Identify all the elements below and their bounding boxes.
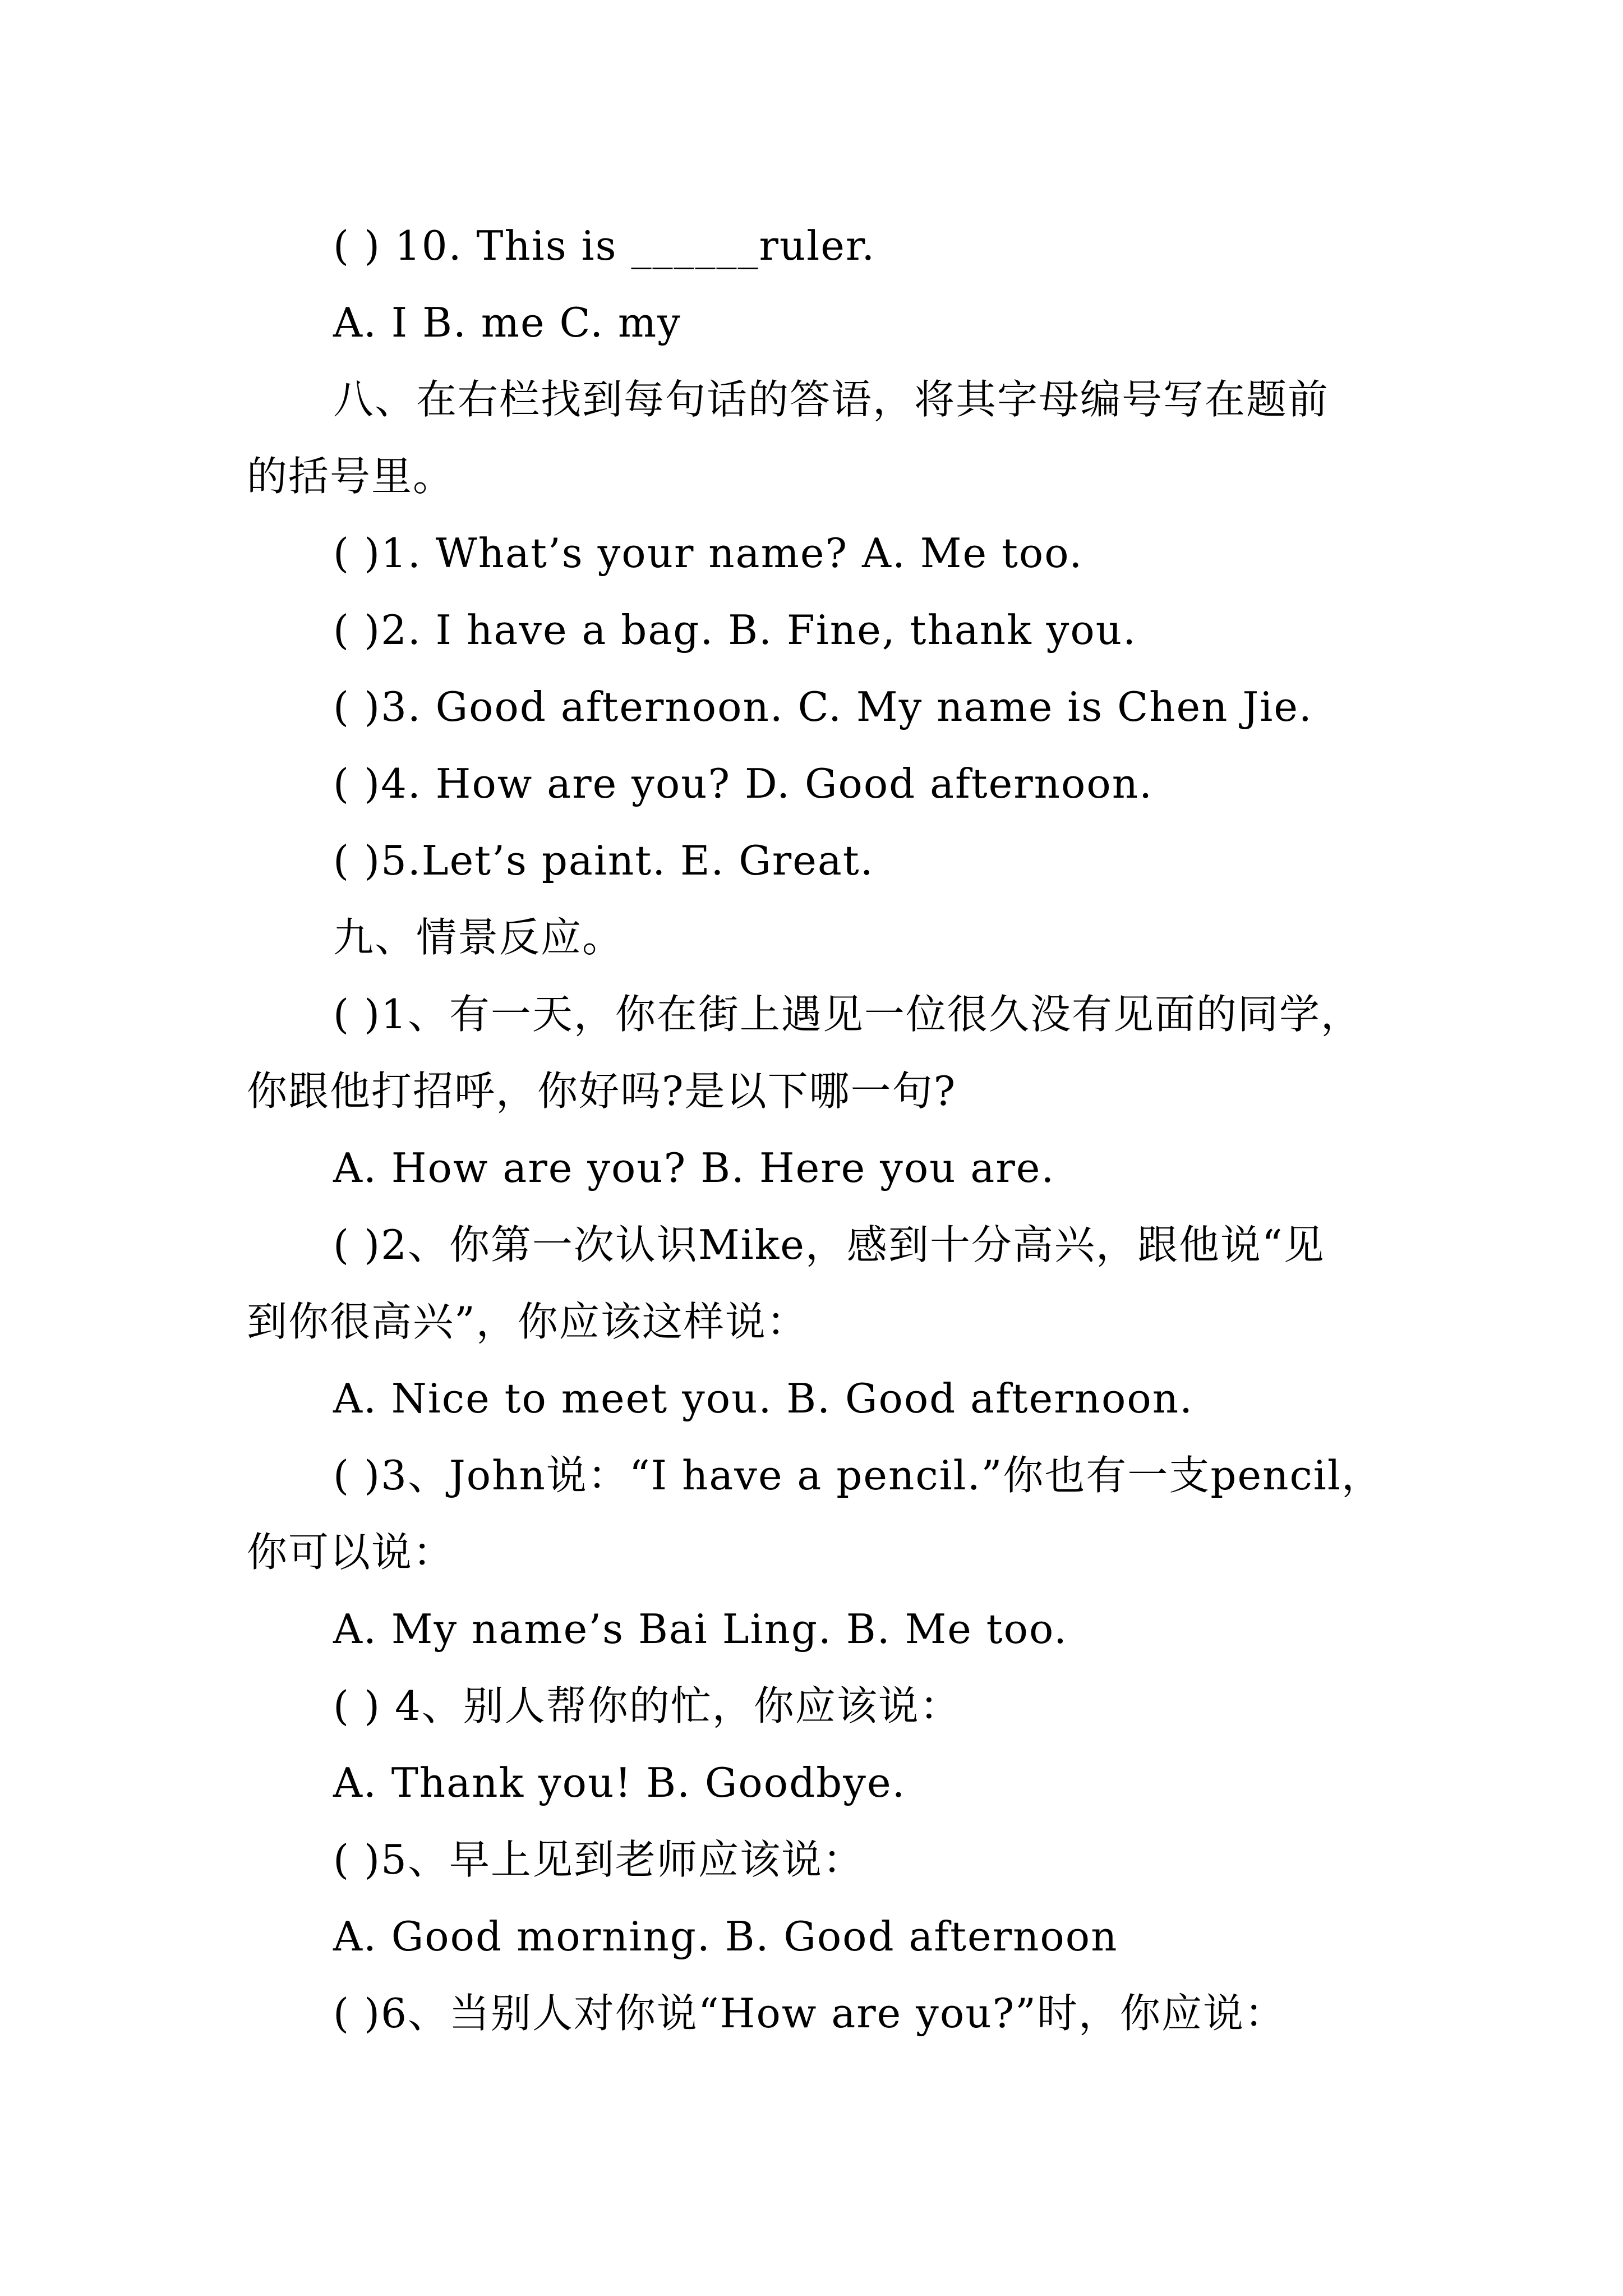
situation-question: ( )5、早上见到老师应该说： — [333, 1836, 864, 1883]
matching-item: ( )4. How are you? D. Good afternoon. — [333, 760, 1154, 807]
document-body — [247, 208, 1391, 2052]
situation-question-continuation: 你可以说： — [247, 1529, 455, 1576]
question-line: ( ) 10. This is ______ruler. — [333, 222, 876, 269]
situation-question: ( )2、你第一次认识Mike，感到十分高兴，跟他说“见 — [333, 1221, 1325, 1268]
section-heading: 八、在右栏找到每句话的答语，将其字母编号写在题前 — [333, 376, 1330, 423]
answer-options-line: A. Thank you! B. Goodbye. — [333, 1759, 906, 1806]
matching-item: ( )5.Let’s paint. E. Great. — [333, 837, 874, 884]
answer-options-line: A. I B. me C. my — [333, 299, 681, 346]
situation-question-continuation: 到你很高兴”，你应该这样说： — [247, 1298, 808, 1345]
situation-question: ( ) 4、别人帮你的忙，你应该说： — [333, 1682, 961, 1729]
matching-item: ( )1. What’s your name? A. Me too. — [333, 530, 1083, 577]
answer-options-line: A. How are you? B. Here you are. — [333, 1144, 1055, 1191]
section-heading: 九、情景反应。 — [333, 914, 624, 961]
section-heading-continuation: 的括号里。 — [247, 453, 455, 500]
matching-item: ( )2. I have a bag. B. Fine, thank you. — [333, 606, 1137, 654]
answer-options-line: A. My name’s Bai Ling. B. Me too. — [333, 1605, 1068, 1653]
situation-question: ( )1、有一天，你在街上遇见一位很久没有见面的同学， — [333, 991, 1362, 1038]
answer-options-line: A. Nice to meet you. B. Good afternoon. — [333, 1375, 1193, 1422]
situation-question: ( )6、当别人对你说“How are you?”时，你应说： — [333, 1990, 1286, 2037]
answer-options-line: A. Good morning. B. Good afternoon — [333, 1913, 1118, 1960]
situation-question-continuation: 你跟他打招呼，你好吗?是以下哪一句? — [247, 1068, 957, 1115]
matching-item: ( )3. Good afternoon. C. My name is Chen Jie. — [333, 683, 1313, 730]
situation-question: ( )3、John说：“I have a pencil.”你也有一支pencil， — [333, 1452, 1383, 1499]
